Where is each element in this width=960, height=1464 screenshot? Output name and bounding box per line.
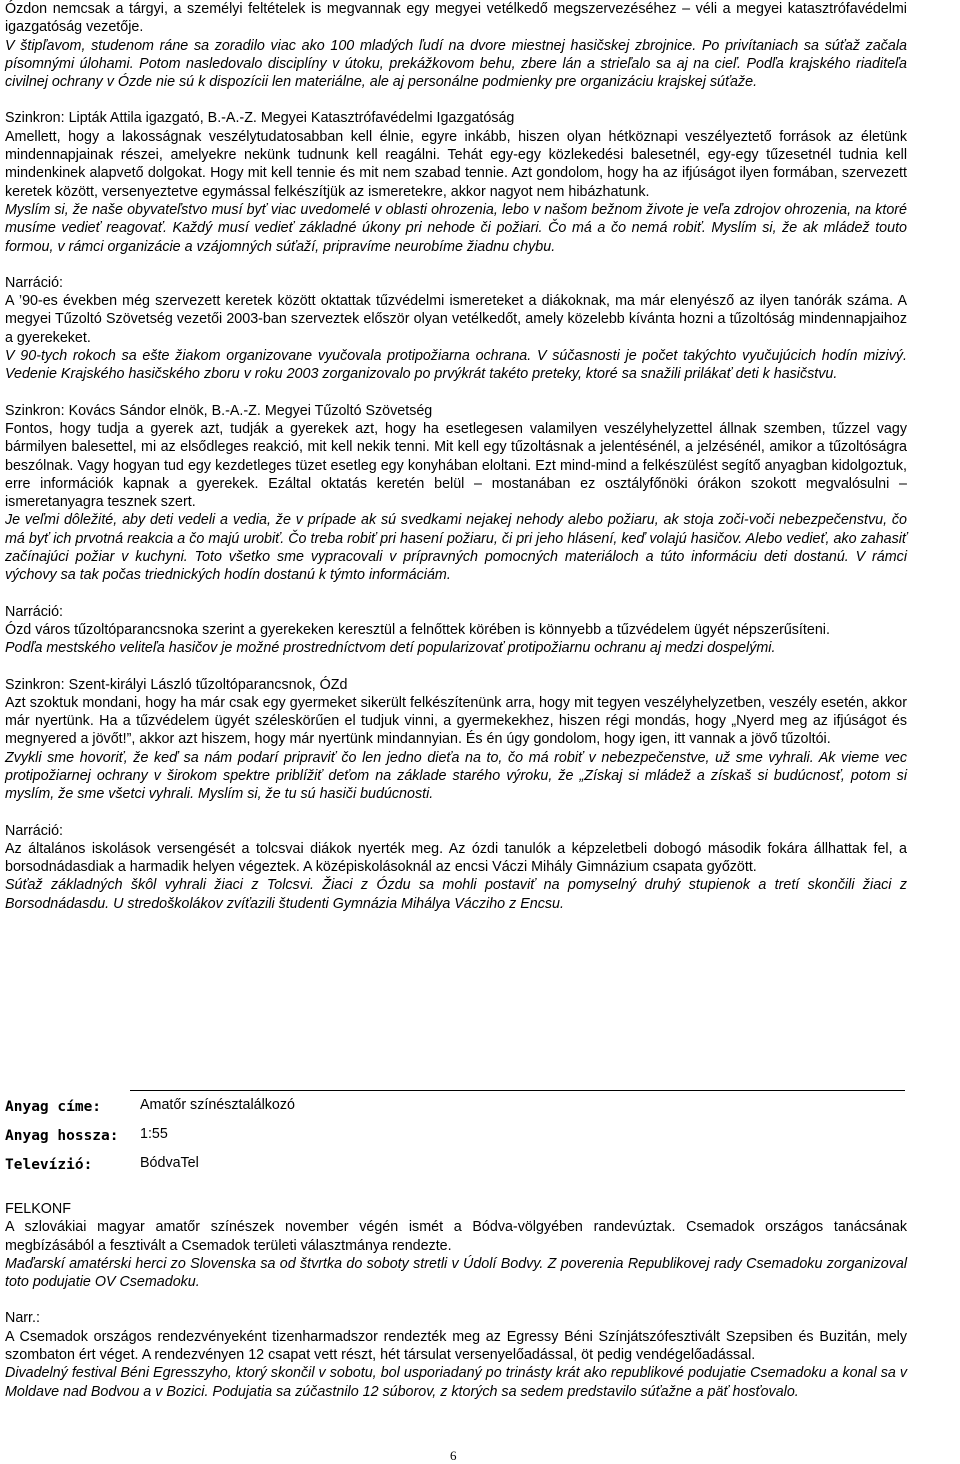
document-body-top [5, 0, 907, 913]
paragraph-slovak: V 90-tych rokoch sa ešte žiakom organizovane vyučovala protipožiarna ochrana. V súčasnosti je počet takýchto vyučujúcich hodín mizivý. Vedenie Krajského hasičského zboru v roku 2003 zorganizovalo po prvýkrát takéto preteky, ktoré sa snažili prilákať deti k hasičstvu. [5, 348, 907, 383]
page-number: 6 [450, 1448, 457, 1463]
material-length-label: Anyag hossza: [5, 1128, 119, 1144]
paragraph-spacer [5, 658, 907, 676]
divider-line [130, 1090, 905, 1091]
paragraph: Szinkron: Szent-királyi László tűzoltóparancsnok, ÓZd [5, 676, 348, 693]
television-row [5, 1148, 905, 1177]
paragraph-slovak: Myslím si, že naše obyvateľstvo musí byť viac uvedomelé v oblasti ohrozenia, lebo v našom bežnom živote je veľa zdrojov ohrozenia, na ktoré musíme vedieť reagovať. Každý musí vedieť základné úkony pri nehode či požiari. Čo má a čo nemá robiť. Myslím si, že ak mládež touto formou, v rámci organizácie a vzájomných súťaží, pripravíme neurobíme žiadnu chybu. [5, 201, 907, 255]
paragraph: A Csemadok országos rendezvényeként tizenharmadszor rendezték meg az Egressy Béni Színjátszófesztivált Szepsiben és Buzitán, mely szombaton ért véget. A rendezvényen 12 csapat vett részt, hét társulat versenyelőadással, öt pedig vendégelőadással. [5, 1328, 907, 1364]
paragraph-slovak: Divadelný festival Béni Egresszyho, ktorý skončil v sobotu, bol usporiadaný po trinásty krát ako republikové podujatie Csemadoku a konal sa v Moldave nad Bodvou a v Bozici. Podujatia sa zúčastnilo 12 súborov, z ktorých sa sedem predstavilo súťažne a päť hosťovalo. [5, 1365, 907, 1400]
paragraph: Ózdon nemcsak a tárgyi, a személyi feltételek is megvannak egy megyei vetélkedő megszervezéséhez – véli a megyei katasztrófavédelmi igazgatóság vezetője. [5, 1, 907, 36]
paragraph-slovak: Súťaž základných škôl vyhrali žiaci z Tolcsvi. Žiaci z Ózdu sa mohli postaviť na pomyselný druhý stupienok a tretí skončili žiaci z Borsodnádasdu. U stredoškolákov zvíťazili študenti Gymnázia Mihálya Vácziho z Encsu. [5, 877, 907, 912]
paragraph: Narráció: [5, 274, 63, 291]
paragraph: Szinkron: Lipták Attila igazgató, B.-A.-Z. Megyei Katasztrófavédelmi Igazgatóság [5, 110, 515, 127]
paragraph: Amellett, hogy a lakosságnak veszélytudatosabban kell élnie, egyre inkább, hiszen olyan hétköznapi veszélyeztető források az életünk mindennapjainak részei, amelyekre nekünk tudnunk kell reagálni. Tehát egy-egy közlekedési balesetnél, egy-egy tűzesetnél tudnia kell mindenkinek alapvető dolgokat. Hogy mit kell tennie és mit nem szabad tennie. Azt gondolom, hogy ha az ifjúságot ilyen formában, szervezett keretek között, versenyeztetve egymással felkészítjük az ismeretekre, akkor nagyot nem hibázhatunk. [5, 128, 907, 200]
paragraph-spacer [5, 585, 907, 603]
paragraph: Az általános iskolások versengését a tolcsvai diákok nyerték meg. Az ózdi tanulók a képzeletbeli dobogó második fokára állhattak fel, a borsodnádasdiak a harmadik helyen végeztek. A középiskolásoknál az encsi Váczi Mihály Gimnázium csapata győzött. [5, 840, 907, 876]
paragraph-spacer [5, 384, 907, 402]
material-title-row [5, 1090, 905, 1119]
paragraph-spacer [5, 1291, 907, 1309]
paragraph-spacer [5, 91, 907, 109]
material-info-block [5, 1090, 905, 1177]
paragraph-slovak: V štipľavom, studenom ráne sa zoradilo viac ako 100 mladých ľudí na dvore miestnej hasičskej zbrojnice. Po privítaniach sa súťaž začala písomnými úlohami. Potom nasledovalo disciplíny v útoku, prekážkovom behu, zbere lán a strieľalo sa aj na cieľ. Podľa krajského riaditeľa civilnej ochrany v Ózde nie sú k dispozícii len materiálne, ale aj personálne podmienky pre organizáciu krajskej súťaže. [5, 37, 907, 91]
paragraph: Narráció: [5, 603, 63, 620]
paragraph: A szlovákiai magyar amatőr színészek november végén ismét a Bódva-völgyében randevúztak. Csemadok országos tanácsának megbízásából a fesztivált a Csemadok területi választmánya rendezte. [5, 1219, 907, 1254]
television-value: BódvaTel [140, 1155, 199, 1171]
paragraph-spacer [5, 256, 907, 274]
television-label: Televízió: [5, 1157, 93, 1173]
paragraph: A ’90-es években még szervezett keretek között oktattak tűzvédelmi ismereteket a diákoknak, ma már elenyésző az ilyen tanórák száma. A megyei Tűzoltó Szövetség vezetői 2003-ban szerveztek először olyan vetélkedőt, amely közelebb kívánta hozni a tűzoltóság mindennapjaihoz a gyerekeket. [5, 293, 907, 346]
paragraph: Azt szoktuk mondani, hogy ha már csak egy gyermeket sikerült felkészítenünk arra, hogy mit tegyen veszélyhelyzetben, veszély esetén, akkor már nyertünk. Ha a tűzvédelem ügyét széleskörűen el tudjuk vinni, a gyermekekhez, hiszen régi mondás, hogy „Nyerd meg az ifjúságot és megnyered a jövőt!”, akkor azt hiszem, hogy már nyertünk mindannyian. És én úgy gondolom, hogy igen, itt vannak a jövő tűzoltói. [5, 694, 907, 748]
material-title-value: Amatőr színésztalálkozó [140, 1097, 295, 1113]
paragraph-spacer [5, 804, 907, 822]
material-length-row [5, 1119, 905, 1148]
paragraph-slovak: Zvykli sme hovoriť, že keď sa nám podarí pripraviť čo len jedno dieťa na to, čo má robiť v nebezpečenstve, už sme vyhrali. Ak vieme vec protipožiarnej ochrany v širokom spektre priblížiť deťom na základe starého výroku, že „Získaj si mládež a získaš si budúcnosť, potom si myslím, že sme všetci vyhrali. Myslím si, že tu sú hasiči budúcnosti. [5, 749, 907, 803]
paragraph: Ózd város tűzoltóparancsnoka szerint a gyerekeken keresztül a felnőttek körében is könnyebb a tűzvédelem ügyét népszerűsíteni. [5, 621, 830, 638]
material-title-label: Anyag címe: [5, 1099, 102, 1115]
paragraph: Narráció: [5, 822, 63, 839]
paragraph: Narr.: [5, 1310, 40, 1327]
paragraph: FELKONF [5, 1201, 71, 1217]
paragraph: Fontos, hogy tudja a gyerek azt, tudják a gyerekek azt, hogy ha esetlegesen valamilyen veszélyhelyzettel állnak szemben, tűzzel vagy bármilyen balesettel, mi az elsődleges reakció, mit kell nekik tenni. Mit kell egy tűzoltásnak a jelentésénél, a jelzésénél, amikor a tűzoltóságra beszólnak. Vagy hogyan tud egy kezdetleges tüzet esetleg egy konyhában eloltani. Ezt mind-mind a felkészülést segítő anyagban kidolgoztuk, erre információk kapnak a gyerekek. Ezáltal oktatás keretén belül – mostanában ez osztályfőnöki órákon szokott megvalósulni – ismeretanyagra tesznek szert. [5, 420, 907, 511]
paragraph-slovak: Maďarskí amatérski herci zo Slovenska sa od štvrtka do soboty stretli v Údolí Bodvy. Z poverenia Republikovej rady Csemadoku zorganizoval toto podujatie OV Csemadoku. [5, 1255, 907, 1291]
paragraph-slovak: Podľa mestského veliteľa hasičov je možné prostredníctvom detí popularizovať protipožiarnu ochranu aj medzi dospelými. [5, 640, 776, 657]
paragraph: Szinkron: Kovács Sándor elnök, B.-A.-Z. Megyei Tűzoltó Szövetség [5, 402, 433, 419]
material-length-value: 1:55 [140, 1126, 168, 1142]
document-body-bottom [5, 1200, 907, 1401]
paragraph-slovak: Je veľmi dôležité, aby deti vedeli a vedia, že v prípade ak sú svedkami nejakej nehody alebo požiaru, ak stoja zoči-voči nebezpečenstvu, čo má byť ich prvotná reakcia a čo majú urobiť. Čo treba robiť pri hasení požiaru, či pri jeho hlásení, keď volajú hasičov. Alebo vedieť, ako zahasiť začínajúci požiar v kuchyni. Toto všetko sme vypracovali v prípravných pomocných materiáloch a túto informáciu deti dostanú. V rámci výchovy sa tak počas triednických hodín dostanú k týmto informáciám. [5, 512, 907, 584]
